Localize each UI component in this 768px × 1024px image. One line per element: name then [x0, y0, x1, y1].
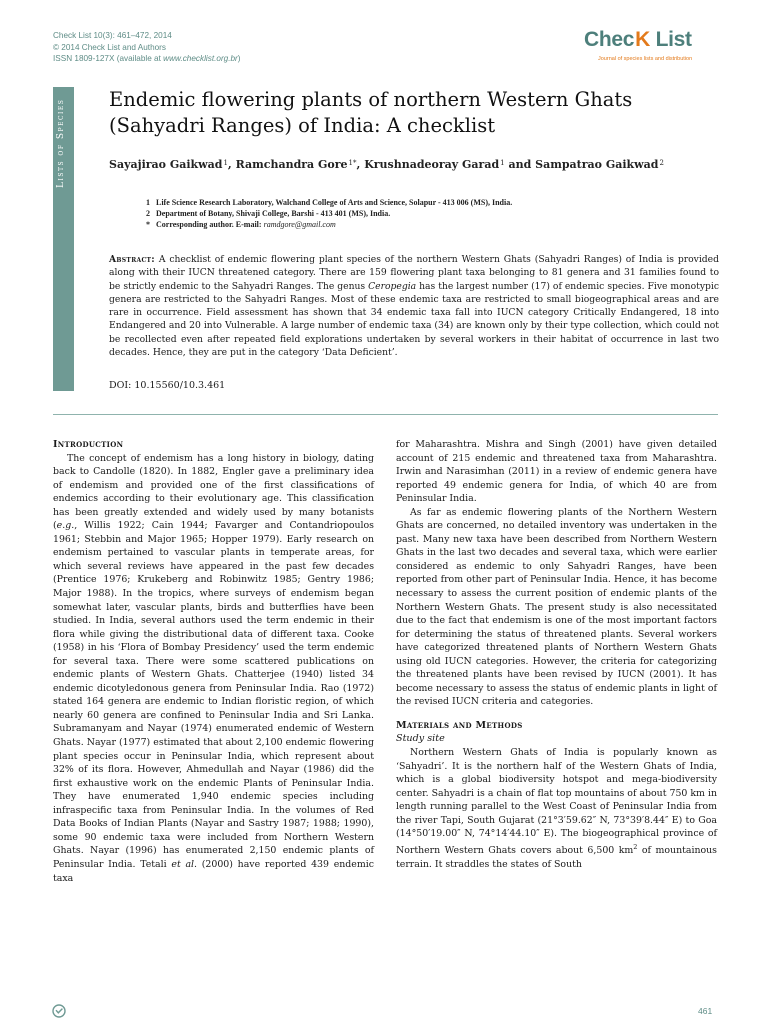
- abstract-label: Abstract:: [109, 254, 155, 265]
- author-affiliation-marker: 1: [223, 159, 228, 167]
- study-site-superscript: 2: [633, 842, 638, 851]
- author-separator: ,: [356, 158, 365, 171]
- journal-header-meta: [53, 30, 241, 65]
- check-circle-icon: [52, 1004, 66, 1018]
- logo-word-check: Chec: [584, 28, 635, 51]
- introduction-heading: Introduction: [53, 439, 124, 450]
- affiliation-text: Life Science Research Laboratory, Walchand College of Arts and Science, Solapur - 413 006 (MS), India.: [156, 198, 513, 207]
- author-list: [109, 158, 719, 172]
- corresponding-email-link[interactable]: ramdgore@gmail.com: [263, 220, 336, 229]
- author-separator: ,: [227, 158, 236, 171]
- abstract: [109, 253, 719, 359]
- journal-logo: [584, 28, 719, 68]
- section-sidebar: [53, 87, 74, 391]
- journal-url-link[interactable]: www.checklist.org.br: [163, 54, 238, 63]
- study-site-text-b: of mountainous terrain. It straddles the states of South: [396, 844, 717, 870]
- abstract-text-1: A checklist of endemic flowering plant species of the northern Western Ghats (Sahyadri Ranges) of India is provided along with their IUCN threatened category. There are 159 flowering plant taxa belonging to 81 genera and 31 families found to be strictly endemic to the Sahyadri Ranges. The genus: [109, 254, 719, 292]
- intro-p1-text-c-left: (2000) have reported 439 endemic taxa: [53, 858, 374, 884]
- affiliation-text: Department of Botany, Shivaji College, Barshi - 413 401 (MS), India.: [156, 209, 391, 218]
- affiliation-number: *: [146, 220, 150, 229]
- author-affiliation-marker: 1*: [348, 159, 357, 167]
- abstract-genus: Ceropegia: [368, 280, 417, 292]
- methods-heading: Materials and Methods: [396, 719, 523, 731]
- article-title: Endemic flowering plants of northern Western Ghats (Sahyadri Ranges) of India: A checklist: [109, 88, 633, 137]
- intro-p1-text-a: The concept of endemism has a long history in biology, dating back to Candolle (1820). In 1882, Engler gave a preliminary idea of endemism and provided one of the first classifications of endemics according to their evolutionary age. This classification has been greatly extended and widely used by many botanists (: [53, 452, 374, 532]
- author-name: Ramchandra Gore: [235, 158, 348, 171]
- doi[interactable]: DOI: 10.15560/10.3.461: [109, 380, 226, 391]
- section-label: Lists of Species: [56, 99, 66, 189]
- author-name: Sampatrao Gaikwad: [535, 158, 659, 171]
- author-separator: and: [504, 158, 536, 171]
- study-site-text-a: Northern Western Ghats of India is popularly known as ‘Sahyadri’. It is the northern half of the Western Ghats of India, which is a global biodiversity hotspot and mega-biodiversity center. Sahyadri is a chain of flat top mountains of about 750 km in length running parallel to the West Coast of Peninsular India from the river Tapi, South Gujarat (21°3′59.62″ N, 73°39′8.44″ E) to Goa (14°50′19.00″ N, 74°14′44.10″ E). The biogeographical province of Northern Western Ghats covers about 6,500 km: [396, 747, 717, 856]
- body-column-right: [396, 438, 717, 871]
- copyright-line: © 2014 Check List and Authors: [53, 42, 166, 52]
- logo-checkmark-k: K: [635, 28, 651, 51]
- section-spacer: [396, 709, 717, 719]
- introduction-paragraph-2: As far as endemic flowering plants of the Northern Western Ghats are concerned, no detailed inventory was undertaken in the past. Many new taxa have been described from Northern Western Ghats in the last two decades and several taxa, which were earlier considered as endemic to only Sahyadri Ranges, have been reported from other part of Peninsular India. Hence, it has become necessary to assess the current position of endemic plants of the Northern Western Ghats. The present study is also necessitated due to the fact that endemism is one of the most important factors for determining the status of threatened plants. Several workers have categorized threatened plants of Northern Western Ghats using old IUCN categories. However, the criteria for categorizing the threatened plants have been revised by IUCN (2001). It has become necessary to assess the status of endemic plants in light of the revised IUCN criteria and categories.: [396, 506, 717, 708]
- affiliation-row: [146, 197, 706, 208]
- body-column-left: [53, 438, 374, 885]
- affiliation-number: 2: [146, 209, 150, 218]
- section-divider: [53, 414, 718, 415]
- author-name: Sayajirao Gaikwad: [109, 158, 223, 171]
- study-site-subheading: Study site: [396, 733, 445, 745]
- abstract-text-2: has the largest number (17) of endemic species. Five monotypic genera are restricted to the Sahyadri Ranges. Most of these endemic taxa are restricted to small biogeographical areas and are rare in occurrence. Field assessment has shown that 34 endemic taxa fall into IUCN category Critically Endangered, 18 into Endangered and 20 into Vulnerable. A large number of endemic taxa (34) are known only by their type collection, which could not be recollected even after repeated field explorations undertaken by several workers in their habitat of occurrence in last two decades. Hence, they are put in the category ‘Data Deficient’.: [109, 280, 719, 359]
- affiliation-text: Corresponding author. E-mail:: [156, 220, 264, 229]
- intro-p1-text-b: , Willis 1922; Cain 1944; Favarger and Contandriopoulos 1961; Stebbin and Major 1965; Hopper 1979). Early research on endemism pertained to vascular plants in temperate areas, for which several reviews have appeared in the past few decades (Prentice 1976; Krukeberg and Robinwitz 1985; Gentry 1986; Major 1988). In the tropics, where surveys of endemism began somewhat later, vascular plants, birds and butterflies have been studied. In India, several authors used the term endemic in their flora while giving the distributional data of different taxa. Cooke (1958) in his ‘Flora of Bombay Presidency’ used the term endemic for several taxa. There were some scattered publications on endemic plants of Western Ghats. Chatterjee (1940) listed 34 endemic dicotyledonous genera from Peninsular India. Rao (1972) stated 164 genera are endemic to Indian floristic region, of which nearly 60 genera are confined to Peninsular India and Sri Lanka. Subramanyam and Nayar (1974) enumerated endemic of Western Ghats. Nayar (1977) estimated that about 2,100 endemic flowering plant species occur in Peninsular India, which represent about 32% of its flora. However, Ahmedullah and Nayar (1986) did the first exhaustive work on the endemic Plants of Peninsular India. They have enumerated 1,940 endemic species including infraspecific taxa from Peninsular India. In the volumes of Red Data Books of Indian Plants (Nayar and Sastry 1987; 1988; 1990), some 90 endemic taxa were included from Northern Western Ghats. Nayar (1996) has enumerated 2,150 endemic plants of Peninsular India. Tetali: [53, 520, 374, 870]
- intro-p1-eg: e.g.: [56, 520, 75, 532]
- author-affiliation-marker: 2: [659, 159, 664, 167]
- introduction-paragraph-1-continued: for Maharashtra. Mishra and Singh (2001) have given detailed account of 215 endemic and threatened taxa from Maharashtra. Irwin and Narasimhan (2011) in a review of endemic genera have reported 49 endemic genera for India, of which 40 are from Peninsular India.: [396, 439, 717, 505]
- affiliation-row: [146, 208, 706, 219]
- logo-wordmark: [584, 28, 692, 52]
- affiliations: [146, 197, 706, 230]
- affiliation-row: [146, 219, 706, 230]
- logo-tagline: Journal of species lists and distribution: [598, 56, 693, 62]
- issn-line: [53, 53, 241, 65]
- author-name: Krushnadeoray Garad: [364, 158, 500, 171]
- page-number: 461: [698, 1006, 713, 1016]
- logo-word-list: List: [650, 28, 692, 51]
- introduction-paragraph-1-part-a: [53, 452, 374, 886]
- study-site-paragraph: [396, 746, 717, 871]
- intro-p1-etal: et al.: [171, 858, 198, 870]
- affiliation-number: 1: [146, 198, 150, 207]
- citation-line: Check List 10(3): 461–472, 2014: [53, 31, 172, 40]
- issn-prefix: ISSN 1809-127X (available at: [53, 54, 164, 63]
- issn-suffix: ): [237, 54, 241, 63]
- author-affiliation-marker: 1: [500, 159, 505, 167]
